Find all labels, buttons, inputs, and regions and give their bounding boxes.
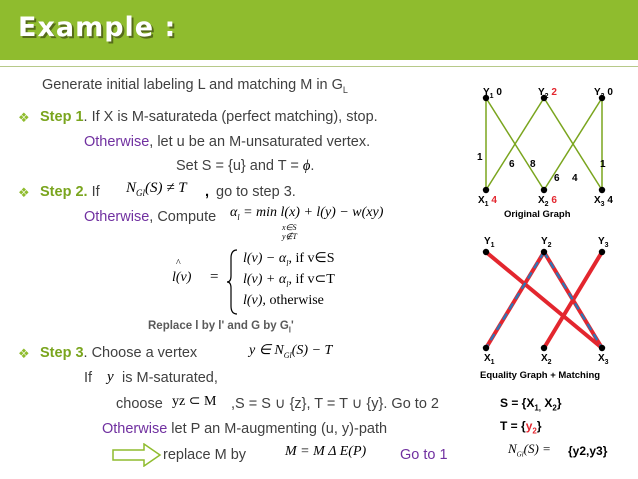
s-end: } (556, 396, 562, 410)
min-subscript (282, 223, 297, 241)
g1-y1-sub: 1 (489, 93, 494, 100)
g1-y2-label (538, 87, 557, 100)
lhat-expr (172, 258, 192, 286)
g1-x2-value: 6 (551, 195, 557, 206)
g1-x1-name: X (478, 195, 485, 206)
case1-expr: l(v) − α (243, 251, 287, 266)
min-sub-1: x∈S (282, 223, 297, 232)
g2-caption: Equality Graph + Matching (480, 370, 601, 381)
title-divider (0, 66, 638, 67)
step3-replace-math: M = M Δ E(P) (285, 444, 367, 459)
step3-text: . Choose a vertex (83, 345, 198, 361)
case3-expr: l(v), (243, 293, 266, 308)
s-sub2: 2 (552, 403, 557, 413)
g2-y1-sub: 1 (490, 242, 495, 249)
replace-end: ' (291, 320, 294, 332)
n-sub: Gl (516, 450, 524, 459)
g1-y3-label (594, 87, 613, 100)
step3-line (40, 345, 197, 361)
intro-sub: L (342, 84, 348, 95)
step1-otherwise-text: , let u be an M-unsaturated vertex. (149, 134, 371, 150)
g1-y1-name: Y (483, 87, 490, 98)
g1-x1-sub: 1 (484, 201, 489, 208)
replace-text: Replace l by l' and G by G (148, 320, 289, 332)
alpha-rest: = min l(x) + l(y) − w(xy) (239, 205, 384, 220)
g1-x1-label (478, 195, 497, 208)
case3-cond: otherwise (265, 293, 324, 308)
step3-replace-m: replace M by (163, 447, 247, 463)
g2-y2-label (541, 236, 552, 249)
g2-y1-name: Y (484, 236, 491, 247)
step2-if: If (87, 184, 100, 200)
min-sub-2: y∉T (282, 232, 297, 241)
step2-otherwise-line (84, 209, 216, 225)
edge-x3-y1 (486, 252, 602, 348)
step2-line (40, 184, 100, 200)
step3-otherwise-word: Otherwise (102, 421, 168, 437)
step2-condition-math (126, 180, 187, 198)
step3-math-sub: Gl (283, 350, 292, 360)
g1-weight: 6 (554, 173, 560, 184)
g1-y2-sub: 2 (544, 93, 549, 100)
g1-x3-label (594, 195, 613, 208)
step1-text: . If X is M-saturateda (perfect matching), stop. (83, 109, 378, 125)
g2-x3-name: X (598, 353, 605, 364)
lhat-text: l(v) (172, 270, 192, 285)
cond-rest: (S) ≠ T (145, 180, 187, 196)
t-sub: 2 (532, 426, 537, 436)
right-arrow-icon (112, 443, 162, 467)
g2-x3-sub: 3 (604, 359, 609, 366)
g2-x1-sub: 1 (490, 359, 495, 366)
intro-text: Generate initial labeling L and matching M in G (42, 77, 343, 93)
case2-sub: l (286, 279, 289, 289)
node-x2 (541, 187, 547, 193)
step3-if-line (84, 370, 92, 386)
phi-symbol: ϕ (302, 158, 311, 174)
hat-symbol: ^ (176, 258, 181, 269)
node-x1 (483, 345, 489, 351)
step3-choose-rest: ,S = S ∪ {z}, T = T ∪ {y}. Go to 2 (231, 396, 439, 412)
step1-otherwise-line (84, 134, 370, 150)
g1-y1-value: 0 (496, 87, 502, 98)
g2-x2-sub: 2 (547, 359, 552, 366)
step3-goto1: Go to 1 (400, 447, 448, 463)
step1-set-text: Set S = {u} and T = (176, 158, 303, 174)
s-text: S = {X (500, 396, 535, 410)
case2-expr: l(v) + α (243, 272, 287, 287)
n-value: {y2,y3} (568, 444, 608, 458)
case2-cond: , if v⊂T (288, 272, 335, 287)
step3-choose: choose (116, 396, 163, 412)
g1-y3-name: Y (594, 87, 601, 98)
case1-sub: l (286, 258, 289, 268)
g2-y2-sub: 2 (547, 242, 552, 249)
result-s (500, 396, 562, 412)
g1-y2-value: 2 (551, 87, 557, 98)
step2-comma: , (205, 184, 210, 200)
node-y1 (483, 249, 489, 255)
node-x1 (483, 187, 489, 193)
g1-y3-sub: 3 (600, 93, 605, 100)
cases-brace (226, 248, 240, 316)
n-symbol: N (126, 180, 137, 196)
step1-period: . (310, 158, 315, 174)
step2-label: Step 2. (40, 184, 88, 200)
case-2 (243, 271, 335, 289)
step3-y: y (107, 369, 114, 385)
step3-otherwise-text: let P an M-augmenting (u, y)-path (167, 421, 388, 437)
g1-caption: Original Graph (504, 209, 571, 220)
g1-weight: 6 (509, 159, 515, 170)
step1-otherwise-word: Otherwise (84, 134, 150, 150)
step3-choose-math: yz ⊂ M (172, 394, 217, 409)
g2-y3-label (598, 236, 609, 249)
n-sub: Gl (136, 188, 146, 198)
t-end: } (536, 419, 542, 433)
g1-y3-value: 0 (607, 87, 613, 98)
step3-math-main: y ∈ N (249, 343, 284, 358)
g2-x1-name: X (484, 353, 491, 364)
step3-math-rest: (S) − T (291, 343, 333, 358)
case-3 (243, 293, 324, 309)
equals-sign: = (210, 269, 219, 285)
step3-math (249, 342, 332, 360)
alpha-symbol: α (230, 205, 238, 220)
case1-cond: , if v∈S (288, 251, 335, 266)
alpha-sub: l (237, 212, 240, 222)
g2-y3-sub: 3 (604, 242, 609, 249)
step3-label: Step 3 (40, 345, 84, 361)
step3-if: If (84, 370, 93, 386)
g1-weight: 4 (572, 173, 578, 184)
g2-x2-label (541, 353, 552, 366)
node-x2 (541, 345, 547, 351)
t-val: y (525, 419, 533, 433)
replace-sub: l (288, 325, 292, 335)
g1-x3-sub: 3 (600, 201, 605, 208)
replace-line (148, 320, 294, 334)
step3-if-rest: is M-saturated, (122, 370, 218, 386)
g1-weight: 1 (600, 159, 606, 170)
node-x3 (599, 345, 605, 351)
title-banner (0, 0, 638, 60)
bullet-icon: ❖ (18, 110, 30, 125)
bullet-icon: ❖ (18, 185, 30, 200)
g2-y2-name: Y (541, 236, 548, 247)
node-y3 (599, 249, 605, 255)
n-text: N (508, 441, 517, 456)
bullet-icon: ❖ (18, 346, 30, 361)
t-text: T = { (500, 419, 526, 433)
g1-x2-label (538, 195, 557, 208)
g2-x2-name: X (541, 353, 548, 364)
step2-compute: , Compute (149, 209, 217, 225)
intro-line (42, 77, 348, 95)
g2-x3-label (598, 353, 609, 366)
s-mid: X (541, 396, 553, 410)
g2-y3-name: Y (598, 236, 605, 247)
g1-x3-value: 4 (607, 195, 613, 206)
result-n-math (508, 441, 551, 459)
node-y2 (541, 249, 547, 255)
g1-weight: 1 (477, 152, 483, 163)
node-x3 (599, 187, 605, 193)
step2-goto: go to step 3. (216, 184, 296, 200)
g1-x2-sub: 2 (544, 201, 549, 208)
g1-x3-name: X (594, 195, 601, 206)
result-t (500, 419, 542, 435)
case-1 (243, 250, 335, 268)
step1-line (40, 109, 378, 125)
g1-x1-value: 4 (491, 195, 497, 206)
alpha-formula (230, 205, 383, 222)
step3-otherwise-line (102, 421, 387, 437)
equality-graph (472, 240, 638, 364)
g2-y1-label (484, 236, 495, 249)
g1-weight: 8 (530, 159, 536, 170)
g1-y1-label (483, 87, 502, 100)
s-sub1: 1, (534, 403, 542, 413)
slide-title: Example : (18, 12, 177, 43)
step1-label: Step 1 (40, 109, 84, 125)
g2-x1-label (484, 353, 495, 366)
n-rest: (S) = (523, 441, 551, 456)
step1-set-line (176, 158, 314, 175)
g1-x2-name: X (538, 195, 545, 206)
g1-y2-name: Y (538, 87, 545, 98)
step2-otherwise-word: Otherwise (84, 209, 150, 225)
